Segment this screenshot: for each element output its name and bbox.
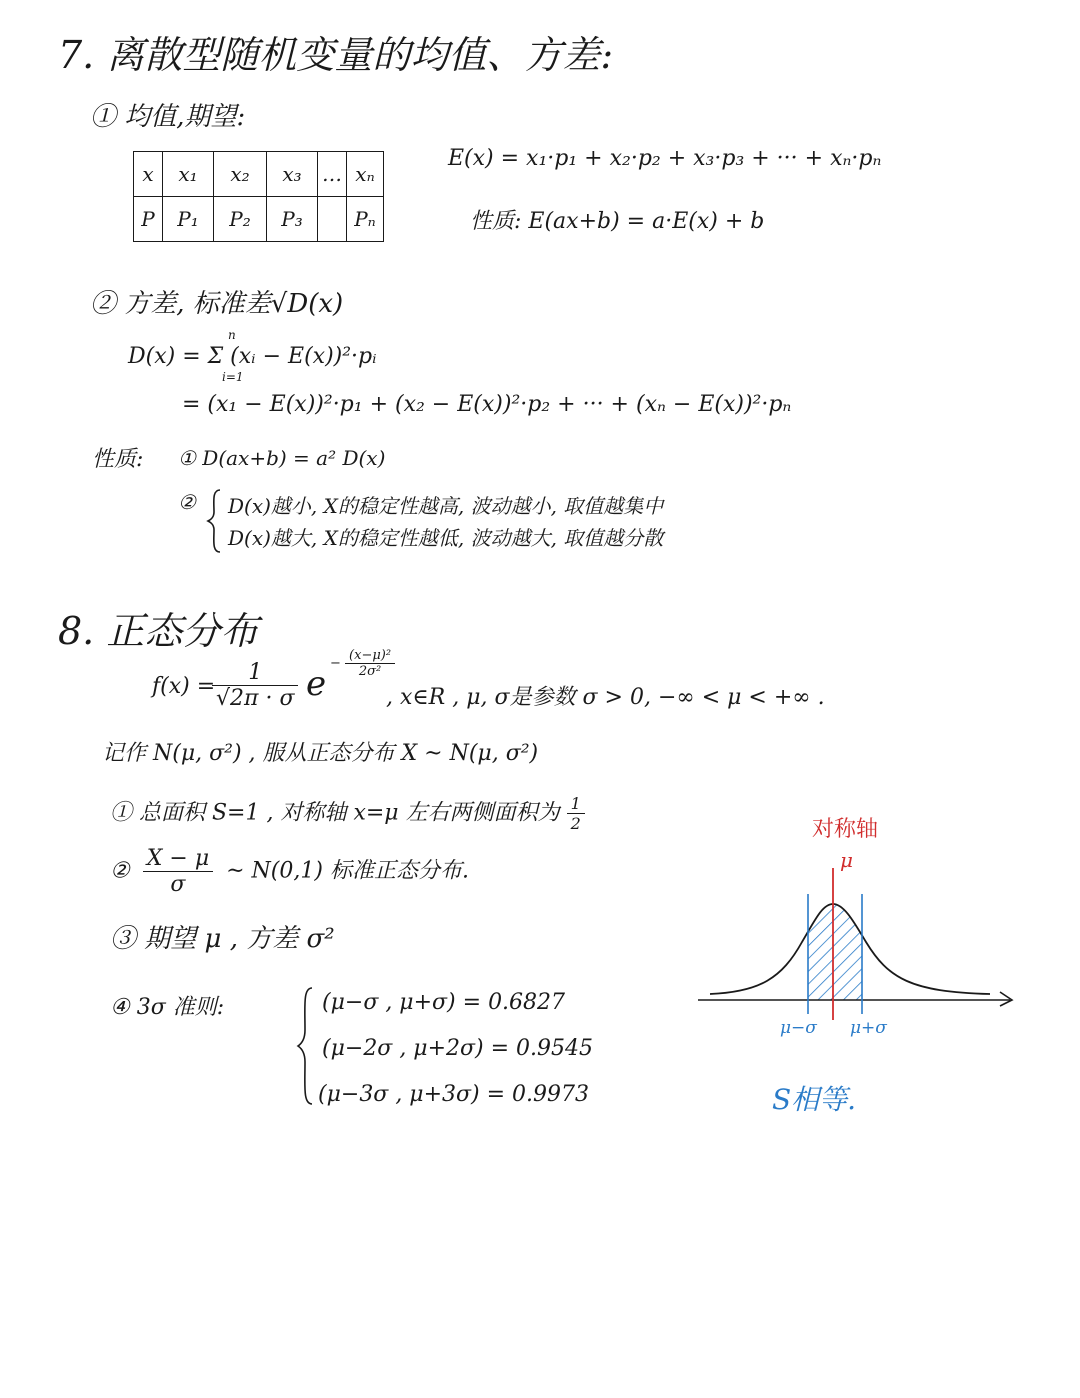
pdf-domain: , x∈R , μ, σ是参数 σ > 0, −∞ < μ < +∞ . [386,685,825,710]
mu-plus-sigma-label: μ+σ [850,1018,887,1038]
mu-label: μ [840,848,853,872]
table-cell [318,197,347,242]
pdf-fraction-denominator: √2π · σ [216,686,295,711]
pdf-lhs: f(x) = [152,674,216,699]
normal-item1-text: ① 总面积 S=1 , 对称轴 x=μ 左右两侧面积为 [110,800,560,826]
sum-lower-limit: i=1 [222,370,244,384]
table-cell: P [134,197,163,242]
sum-upper-limit: n [228,328,236,342]
normal-item4-label: ④ 3σ 准则: [110,995,225,1020]
three-sigma-rule-2: (μ−2σ , μ+2σ) = 0.9545 [322,1036,594,1061]
table-cell: P₂ [214,197,267,242]
symmetry-axis-label: 对称轴 [812,817,879,842]
half-denominator: 2 [570,814,581,833]
variance-prop2-b: D(x)越大, X的稳定性越低, 波动越大, 取值越分散 [228,526,664,550]
normal-item2-rest: ~ N(0,1) 标准正态分布. [226,858,469,884]
pdf-fraction [212,660,298,711]
table-cell: x₃ [267,152,318,197]
table-row [134,197,384,242]
section7-sub1: ① 均值,期望: [90,102,246,132]
expectation-formula: E(x) = x₁·p₁ + x₂·p₂ + x₃·p₃ + ··· + xₙ·pₙ [448,146,882,171]
section8-title: 8. 正态分布 [58,609,259,653]
table-cell: xₙ [347,152,384,197]
table-row [134,152,384,197]
pdf-exponent: − $\frac{\text{(x−μ)²}}{\text{2σ²}}$ [330,648,395,679]
normal-notation: 记作 N(μ, σ²) , 服从正态分布 X ~ N(μ, σ²) [102,741,539,766]
table-cell: P₁ [163,197,214,242]
three-sigma-rule-3: (μ−3σ , μ+3σ) = 0.9973 [318,1082,590,1107]
variance-prop1: ① D(ax+b) = a² D(x) [178,446,386,470]
pdf-e: e [306,664,327,704]
left-brace-icon [206,488,222,554]
standardize-numerator: X − μ [143,846,213,872]
pdf-exponent-numerator: (x−μ)² [345,648,395,664]
variance-definition [128,344,377,369]
normal-item2 [110,846,469,897]
standardize-denominator: σ [170,872,186,897]
normal-item2-num: ② [110,858,130,884]
section7-sub2: ② 方差, 标准差√D(x) [90,289,344,319]
distribution-table [133,151,384,242]
half-numerator: 1 [567,794,585,814]
pdf-exponent-denominator: 2σ² [358,664,382,679]
axis-arrow-icon [1000,992,1012,1006]
normal-item1 [110,794,585,833]
normal-curve-figure [690,860,1020,1030]
table-cell: Pₙ [347,197,384,242]
section7-title: 7. 离散型随机变量的均值、方差: [58,33,614,77]
variance-prop2-num: ② [178,490,196,514]
table-cell: x₂ [214,152,267,197]
table-cell: x [134,152,163,197]
three-sigma-rule-1: (μ−σ , μ+σ) = 0.6827 [322,990,566,1015]
variance-expansion: = (x₁ − E(x))²·p₁ + (x₂ − E(x))²·p₂ + ··· + (xₙ − E(x))²·pₙ [182,392,792,417]
pdf-fraction-numerator: 1 [212,660,298,686]
table-cell: P₃ [267,197,318,242]
normal-item3: ③ 期望 μ , 方差 σ² [110,924,335,954]
table-cell: … [318,152,347,197]
one-sigma-shaded-area [808,890,862,1000]
variance-props-label: 性质: [92,447,144,472]
variance-def-text: D(x) = Σ (xᵢ − E(x))²·pᵢ [128,344,377,369]
expectation-property: 性质: E(ax+b) = a·E(x) + b [470,209,765,234]
mu-minus-sigma-label: μ−σ [780,1018,817,1038]
table-cell: x₁ [163,152,214,197]
left-brace-icon [296,986,314,1106]
variance-prop2-a: D(x)越小, X的稳定性越高, 波动越小, 取值越集中 [228,494,664,518]
equal-area-caption: S相等. [772,1083,857,1116]
